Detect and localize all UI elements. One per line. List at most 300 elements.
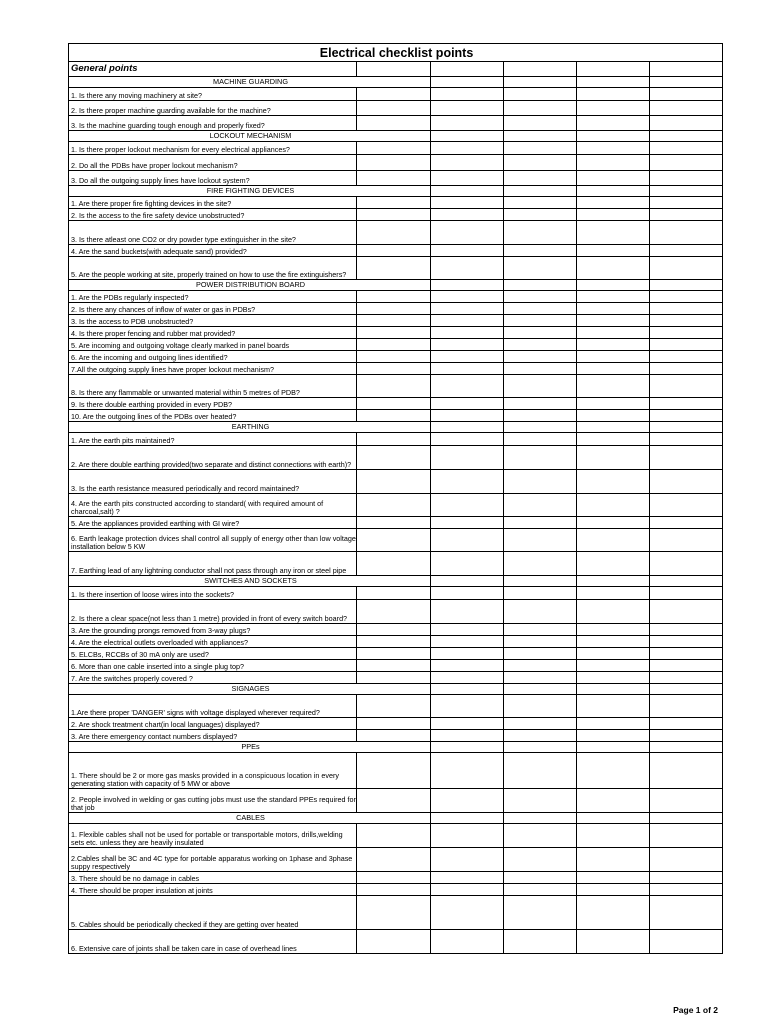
- checklist-item-row: [69, 660, 723, 672]
- check-cell[interactable]: [357, 587, 431, 600]
- checklist-question: 9. Is there double earthing provided in every PDB?: [69, 398, 357, 410]
- checklist-item-row: [69, 197, 723, 209]
- check-cell[interactable]: [431, 351, 504, 363]
- check-cell[interactable]: [357, 695, 431, 718]
- check-cell[interactable]: [504, 62, 577, 77]
- check-cell[interactable]: [431, 398, 504, 410]
- check-cell[interactable]: [650, 257, 723, 280]
- check-cell[interactable]: [577, 636, 650, 648]
- checklist-question: 1. Is there insertion of loose wires into the sockets?: [69, 587, 357, 600]
- check-cell[interactable]: [431, 789, 504, 813]
- check-cell[interactable]: [577, 494, 650, 517]
- check-cell[interactable]: [650, 695, 723, 718]
- section-heading: EARTHING: [69, 422, 431, 433]
- check-cell[interactable]: [650, 315, 723, 327]
- check-cell[interactable]: [577, 695, 650, 718]
- check-cell[interactable]: [431, 410, 504, 422]
- check-cell[interactable]: [431, 470, 504, 494]
- check-cell[interactable]: [357, 446, 431, 470]
- check-cell[interactable]: [577, 351, 650, 363]
- check-cell[interactable]: [577, 88, 650, 101]
- check-cell[interactable]: [357, 672, 431, 684]
- check-cell[interactable]: [504, 351, 577, 363]
- check-cell[interactable]: [504, 494, 577, 517]
- check-cell[interactable]: [431, 291, 504, 303]
- check-cell[interactable]: [504, 884, 577, 896]
- check-cell[interactable]: [504, 101, 577, 116]
- check-cell[interactable]: [357, 221, 431, 245]
- checklist-item-row: [69, 517, 723, 529]
- check-cell[interactable]: [504, 398, 577, 410]
- check-cell[interactable]: [650, 375, 723, 398]
- check-cell[interactable]: [650, 884, 723, 896]
- check-cell[interactable]: [431, 209, 504, 221]
- check-cell[interactable]: [431, 624, 504, 636]
- section-empty-cell: [504, 576, 577, 587]
- check-cell[interactable]: [650, 930, 723, 954]
- check-cell[interactable]: [357, 398, 431, 410]
- check-cell[interactable]: [577, 171, 650, 186]
- check-cell[interactable]: [650, 660, 723, 672]
- check-cell[interactable]: [357, 470, 431, 494]
- check-cell[interactable]: [357, 884, 431, 896]
- check-cell[interactable]: [577, 62, 650, 77]
- check-cell[interactable]: [650, 494, 723, 517]
- check-cell[interactable]: [504, 410, 577, 422]
- check-cell[interactable]: [504, 552, 577, 576]
- check-cell[interactable]: [504, 363, 577, 375]
- check-cell[interactable]: [504, 824, 577, 848]
- check-cell[interactable]: [504, 171, 577, 186]
- check-cell[interactable]: [357, 303, 431, 315]
- check-cell[interactable]: [431, 446, 504, 470]
- checklist-item-row: [69, 470, 723, 494]
- check-cell[interactable]: [650, 116, 723, 131]
- check-cell[interactable]: [504, 718, 577, 730]
- check-cell[interactable]: [577, 446, 650, 470]
- checklist-item-row: [69, 848, 723, 872]
- check-cell[interactable]: [357, 600, 431, 624]
- check-cell[interactable]: [577, 257, 650, 280]
- check-cell[interactable]: [357, 363, 431, 375]
- check-cell[interactable]: [577, 116, 650, 131]
- check-cell[interactable]: [504, 303, 577, 315]
- check-cell[interactable]: [577, 315, 650, 327]
- section-empty-cell: [577, 186, 650, 197]
- check-cell[interactable]: [357, 315, 431, 327]
- checklist-item-row: [69, 351, 723, 363]
- check-cell[interactable]: [504, 636, 577, 648]
- check-cell[interactable]: [504, 848, 577, 872]
- check-cell[interactable]: [431, 636, 504, 648]
- check-cell[interactable]: [504, 896, 577, 930]
- section-empty-cell: [504, 813, 577, 824]
- section-empty-cell: [577, 742, 650, 753]
- check-cell[interactable]: [650, 363, 723, 375]
- check-cell[interactable]: [504, 291, 577, 303]
- check-cell[interactable]: [431, 62, 504, 77]
- check-cell[interactable]: [357, 327, 431, 339]
- check-cell[interactable]: [504, 624, 577, 636]
- checklist-item-row: [69, 221, 723, 245]
- check-cell[interactable]: [577, 718, 650, 730]
- check-cell[interactable]: [357, 155, 431, 171]
- check-cell[interactable]: [504, 695, 577, 718]
- check-cell[interactable]: [431, 88, 504, 101]
- checklist-item-row: [69, 446, 723, 470]
- check-cell[interactable]: [577, 824, 650, 848]
- check-cell[interactable]: [650, 636, 723, 648]
- check-cell[interactable]: [650, 648, 723, 660]
- checklist-item-row: [69, 375, 723, 398]
- check-cell[interactable]: [650, 303, 723, 315]
- check-cell[interactable]: [577, 884, 650, 896]
- check-cell[interactable]: [504, 245, 577, 257]
- check-cell[interactable]: [650, 624, 723, 636]
- check-cell[interactable]: [504, 753, 577, 789]
- check-cell[interactable]: [577, 789, 650, 813]
- check-cell[interactable]: [357, 494, 431, 517]
- section-heading-row: [69, 422, 723, 433]
- check-cell[interactable]: [357, 375, 431, 398]
- checklist-item-row: [69, 824, 723, 848]
- check-cell[interactable]: [357, 660, 431, 672]
- check-cell[interactable]: [504, 433, 577, 446]
- checklist-item-row: [69, 648, 723, 660]
- check-cell[interactable]: [577, 660, 650, 672]
- check-cell[interactable]: [357, 718, 431, 730]
- check-cell[interactable]: [357, 517, 431, 529]
- check-cell[interactable]: [431, 648, 504, 660]
- check-cell[interactable]: [504, 116, 577, 131]
- check-cell[interactable]: [504, 315, 577, 327]
- check-cell[interactable]: [650, 872, 723, 884]
- check-cell[interactable]: [577, 155, 650, 171]
- check-cell[interactable]: [431, 872, 504, 884]
- checklist-item-row: [69, 363, 723, 375]
- check-cell[interactable]: [504, 88, 577, 101]
- check-cell[interactable]: [577, 339, 650, 351]
- check-cell[interactable]: [357, 257, 431, 280]
- check-cell[interactable]: [577, 291, 650, 303]
- checklist-item-row: [69, 116, 723, 131]
- check-cell[interactable]: [504, 872, 577, 884]
- check-cell[interactable]: [431, 529, 504, 552]
- check-cell[interactable]: [504, 155, 577, 171]
- check-cell[interactable]: [577, 872, 650, 884]
- section-empty-cell: [577, 77, 650, 88]
- check-cell[interactable]: [357, 351, 431, 363]
- checklist-item-row: [69, 636, 723, 648]
- check-cell[interactable]: [504, 660, 577, 672]
- page-title: Electrical checklist points: [69, 44, 723, 62]
- check-cell[interactable]: [357, 62, 431, 77]
- checklist-question: 10. Are the outgoing lines of the PDBs over heated?: [69, 410, 357, 422]
- check-cell[interactable]: [650, 351, 723, 363]
- check-cell[interactable]: [357, 209, 431, 221]
- check-cell[interactable]: [431, 730, 504, 742]
- checklist-question: 3. Is the earth resistance measured periodically and record maintained?: [69, 470, 357, 494]
- check-cell[interactable]: [650, 730, 723, 742]
- check-cell[interactable]: [431, 142, 504, 155]
- check-cell[interactable]: [357, 730, 431, 742]
- check-cell[interactable]: [431, 930, 504, 954]
- check-cell[interactable]: [577, 221, 650, 245]
- checklist-question: 1. Flexible cables shall not be used for portable or transportable motors, drills,welding sets etc. unless they are heavily insulated: [69, 824, 357, 848]
- check-cell[interactable]: [357, 433, 431, 446]
- check-cell[interactable]: [650, 896, 723, 930]
- checklist-question: 1. Is there any moving machinery at site?: [69, 88, 357, 101]
- checklist-question: 6. Extensive care of joints shall be taken care in case of overhead lines: [69, 930, 357, 954]
- section-empty-cell: [650, 186, 723, 197]
- check-cell[interactable]: [577, 197, 650, 209]
- check-cell[interactable]: [577, 209, 650, 221]
- check-cell[interactable]: [577, 363, 650, 375]
- section-heading-row: [69, 576, 723, 587]
- checklist-question: 7. Earthing lead of any lightning conductor shall not pass through any iron or steel pipe: [69, 552, 357, 576]
- check-cell[interactable]: [577, 245, 650, 257]
- check-cell[interactable]: [504, 930, 577, 954]
- check-cell[interactable]: [650, 552, 723, 576]
- section-heading-row: [69, 684, 723, 695]
- section-empty-cell: [577, 813, 650, 824]
- check-cell[interactable]: [577, 930, 650, 954]
- check-cell[interactable]: [357, 648, 431, 660]
- check-cell[interactable]: [431, 363, 504, 375]
- section-empty-cell: [577, 422, 650, 433]
- checklist-question: 1. There should be 2 or more gas masks provided in a conspicuous location in every generating station with capacity of 5 MW or above: [69, 753, 357, 789]
- check-cell[interactable]: [504, 529, 577, 552]
- check-cell[interactable]: [650, 600, 723, 624]
- checklist-table: [68, 43, 723, 954]
- check-cell[interactable]: [431, 339, 504, 351]
- section-heading-row: [69, 131, 723, 142]
- check-cell[interactable]: [650, 410, 723, 422]
- check-cell[interactable]: [504, 789, 577, 813]
- checklist-question: 8. Is there any flammable or unwanted material within 5 metres of PDB?: [69, 375, 357, 398]
- check-cell[interactable]: [357, 245, 431, 257]
- check-cell[interactable]: [504, 327, 577, 339]
- checklist-question: 6. More than one cable inserted into a single plug top?: [69, 660, 357, 672]
- check-cell[interactable]: [577, 730, 650, 742]
- section-heading: MACHINE GUARDING: [69, 77, 431, 88]
- section-empty-cell: [504, 684, 577, 695]
- page-number: Page 1 of 2: [673, 1005, 718, 1015]
- checklist-question: 3. Is the machine guarding tough enough and properly fixed?: [69, 116, 357, 131]
- check-cell[interactable]: [577, 303, 650, 315]
- check-cell[interactable]: [357, 339, 431, 351]
- check-cell[interactable]: [577, 600, 650, 624]
- check-cell[interactable]: [504, 470, 577, 494]
- section-empty-cell: [431, 280, 504, 291]
- checklist-question: 3. Are there emergency contact numbers displayed?: [69, 730, 357, 742]
- check-cell[interactable]: [504, 517, 577, 529]
- check-cell[interactable]: [431, 433, 504, 446]
- check-cell[interactable]: [650, 470, 723, 494]
- checklist-question: 7.All the outgoing supply lines have proper lockout mechanism?: [69, 363, 357, 375]
- checklist-question: 3. Do all the outgoing supply lines have lockout system?: [69, 171, 357, 186]
- check-cell[interactable]: [577, 552, 650, 576]
- check-cell[interactable]: [431, 197, 504, 209]
- check-cell[interactable]: [357, 624, 431, 636]
- check-cell[interactable]: [357, 930, 431, 954]
- check-cell[interactable]: [357, 410, 431, 422]
- check-cell[interactable]: [577, 410, 650, 422]
- check-cell[interactable]: [650, 197, 723, 209]
- check-cell[interactable]: [431, 824, 504, 848]
- check-cell[interactable]: [357, 116, 431, 131]
- check-cell[interactable]: [431, 116, 504, 131]
- check-cell[interactable]: [431, 753, 504, 789]
- checklist-item-row: [69, 398, 723, 410]
- check-cell[interactable]: [504, 375, 577, 398]
- check-cell[interactable]: [431, 257, 504, 280]
- check-cell[interactable]: [504, 648, 577, 660]
- check-cell[interactable]: [650, 171, 723, 186]
- check-cell[interactable]: [357, 101, 431, 116]
- checklist-question: 3. Is the access to PDB unobstructed?: [69, 315, 357, 327]
- check-cell[interactable]: [357, 142, 431, 155]
- check-cell[interactable]: [431, 171, 504, 186]
- check-cell[interactable]: [357, 291, 431, 303]
- check-cell[interactable]: [577, 470, 650, 494]
- check-cell[interactable]: [431, 303, 504, 315]
- check-cell[interactable]: [357, 848, 431, 872]
- check-cell[interactable]: [577, 433, 650, 446]
- check-cell[interactable]: [577, 529, 650, 552]
- check-cell[interactable]: [577, 517, 650, 529]
- check-cell[interactable]: [650, 88, 723, 101]
- check-cell[interactable]: [650, 433, 723, 446]
- checklist-question: 5. ELCBs, RCCBs of 30 mA only are used?: [69, 648, 357, 660]
- section-empty-cell: [504, 280, 577, 291]
- check-cell[interactable]: [431, 695, 504, 718]
- check-cell[interactable]: [650, 789, 723, 813]
- check-cell[interactable]: [431, 155, 504, 171]
- check-cell[interactable]: [431, 660, 504, 672]
- check-cell[interactable]: [504, 672, 577, 684]
- section-empty-cell: [504, 742, 577, 753]
- check-cell[interactable]: [650, 291, 723, 303]
- section-empty-cell: [431, 813, 504, 824]
- check-cell[interactable]: [577, 327, 650, 339]
- checklist-question: 2.Cables shall be 3C and 4C type for portable apparatus working on 1phase and 3phase suppy respectively: [69, 848, 357, 872]
- check-cell[interactable]: [577, 375, 650, 398]
- check-cell[interactable]: [504, 339, 577, 351]
- check-cell[interactable]: [650, 209, 723, 221]
- check-cell[interactable]: [650, 517, 723, 529]
- check-cell[interactable]: [577, 624, 650, 636]
- check-cell[interactable]: [650, 327, 723, 339]
- checklist-item-row: [69, 171, 723, 186]
- check-cell[interactable]: [431, 375, 504, 398]
- check-cell[interactable]: [431, 896, 504, 930]
- section-empty-cell: [577, 684, 650, 695]
- check-cell[interactable]: [650, 672, 723, 684]
- checklist-question: 2. Is the access to the fire safety device unobstructed?: [69, 209, 357, 221]
- checklist-question: 2. People involved in welding or gas cutting jobs must use the standard PPEs required for that job: [69, 789, 357, 813]
- check-cell[interactable]: [357, 88, 431, 101]
- section-heading: CABLES: [69, 813, 431, 824]
- check-cell[interactable]: [357, 753, 431, 789]
- check-cell[interactable]: [650, 529, 723, 552]
- check-cell[interactable]: [431, 517, 504, 529]
- check-cell[interactable]: [504, 197, 577, 209]
- check-cell[interactable]: [650, 245, 723, 257]
- check-cell[interactable]: [431, 718, 504, 730]
- check-cell[interactable]: [577, 672, 650, 684]
- check-cell[interactable]: [577, 896, 650, 930]
- check-cell[interactable]: [504, 221, 577, 245]
- check-cell[interactable]: [504, 209, 577, 221]
- checklist-item-row: [69, 753, 723, 789]
- check-cell[interactable]: [431, 101, 504, 116]
- section-heading: POWER DISTRIBUTION BOARD: [69, 280, 431, 291]
- check-cell[interactable]: [650, 155, 723, 171]
- check-cell[interactable]: [431, 552, 504, 576]
- check-cell[interactable]: [577, 398, 650, 410]
- check-cell[interactable]: [504, 257, 577, 280]
- check-cell[interactable]: [504, 142, 577, 155]
- check-cell[interactable]: [577, 648, 650, 660]
- check-cell[interactable]: [650, 753, 723, 789]
- check-cell[interactable]: [357, 896, 431, 930]
- check-cell[interactable]: [577, 753, 650, 789]
- check-cell[interactable]: [431, 315, 504, 327]
- check-cell[interactable]: [431, 600, 504, 624]
- check-cell[interactable]: [357, 197, 431, 209]
- check-cell[interactable]: [357, 636, 431, 648]
- check-cell[interactable]: [577, 101, 650, 116]
- check-cell[interactable]: [357, 872, 431, 884]
- check-cell[interactable]: [357, 529, 431, 552]
- check-cell[interactable]: [357, 552, 431, 576]
- check-cell[interactable]: [431, 327, 504, 339]
- check-cell[interactable]: [650, 824, 723, 848]
- check-cell[interactable]: [650, 221, 723, 245]
- check-cell[interactable]: [650, 446, 723, 470]
- check-cell[interactable]: [504, 587, 577, 600]
- check-cell[interactable]: [357, 171, 431, 186]
- checklist-item-row: [69, 930, 723, 954]
- checklist-item-row: [69, 315, 723, 327]
- check-cell[interactable]: [650, 587, 723, 600]
- check-cell[interactable]: [650, 848, 723, 872]
- check-cell[interactable]: [431, 494, 504, 517]
- check-cell[interactable]: [650, 62, 723, 77]
- check-cell[interactable]: [431, 221, 504, 245]
- check-cell[interactable]: [357, 789, 431, 813]
- check-cell[interactable]: [431, 848, 504, 872]
- check-cell[interactable]: [650, 339, 723, 351]
- check-cell[interactable]: [577, 587, 650, 600]
- check-cell[interactable]: [431, 245, 504, 257]
- check-cell[interactable]: [357, 824, 431, 848]
- check-cell[interactable]: [650, 718, 723, 730]
- check-cell[interactable]: [504, 600, 577, 624]
- check-cell[interactable]: [431, 587, 504, 600]
- section-heading-row: [69, 186, 723, 197]
- check-cell[interactable]: [650, 142, 723, 155]
- check-cell[interactable]: [650, 398, 723, 410]
- check-cell[interactable]: [504, 730, 577, 742]
- check-cell[interactable]: [577, 848, 650, 872]
- check-cell[interactable]: [431, 672, 504, 684]
- check-cell[interactable]: [431, 884, 504, 896]
- check-cell[interactable]: [577, 142, 650, 155]
- check-cell[interactable]: [504, 446, 577, 470]
- check-cell[interactable]: [650, 101, 723, 116]
